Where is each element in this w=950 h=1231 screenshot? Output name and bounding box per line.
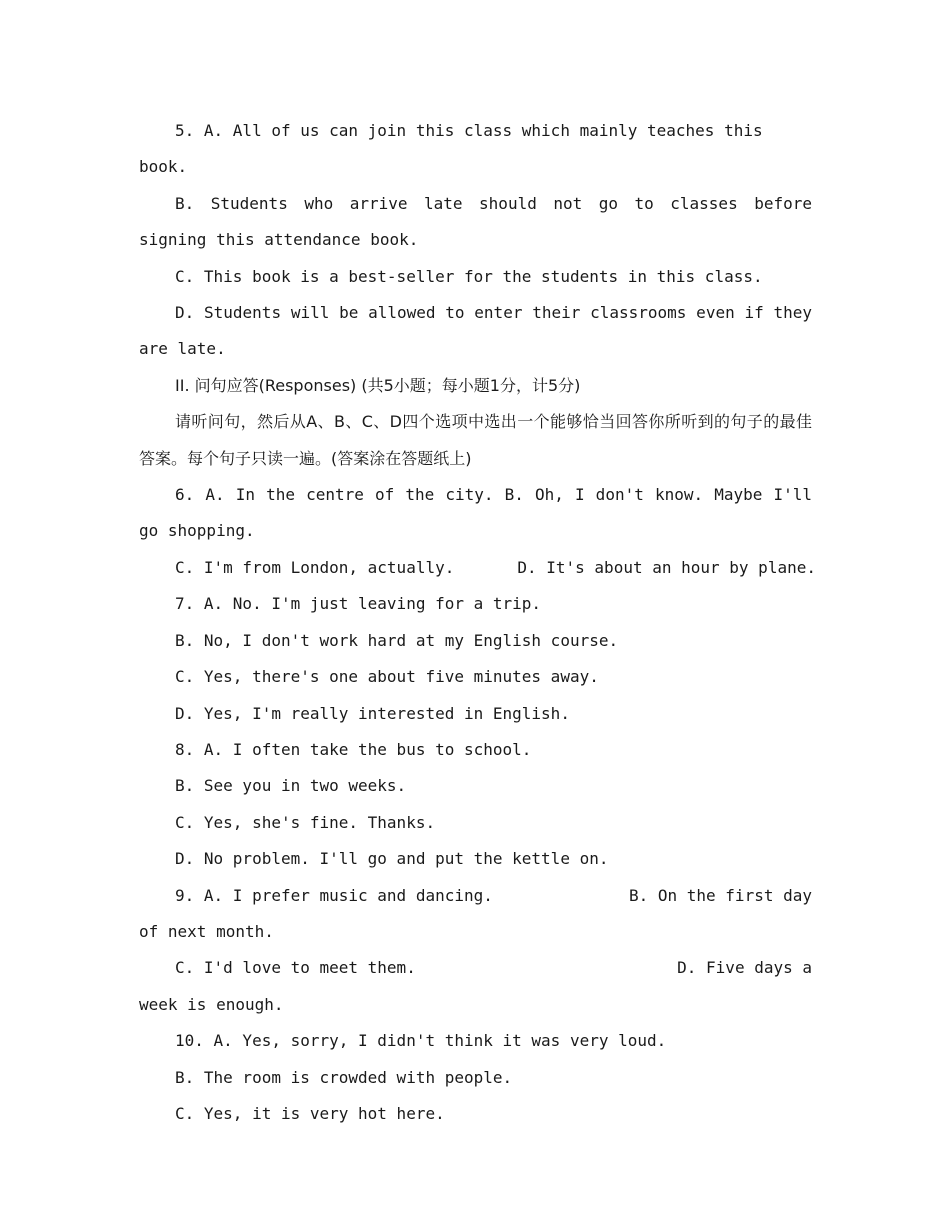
q7-option-b: B. No, I don't work hard at my English course. — [175, 630, 619, 650]
q6-options-a-b: 6. A. In the centre of the city. B. Oh, I don't know. Maybe I'll go shopping. — [139, 485, 822, 541]
q5-option-a: 5. A. All of us can join this class which mainly teaches this book. — [139, 121, 773, 177]
q7-option-c: C. Yes, there's one about five minutes away. — [175, 667, 599, 687]
q7-option-a: 7. A. No. I'm just leaving for a trip. — [175, 594, 542, 614]
q6-option-d: D. It's about an hour by plane. — [517, 557, 816, 577]
q5-option-b: B. Students who arrive late should not go to classes before signing this attendance book. — [139, 193, 822, 250]
q5-option-d: D. Students will be allowed to enter their classrooms even if they are late. — [139, 303, 822, 359]
q8-option-d: D. No problem. I'll go and put the kettle on. — [175, 849, 609, 869]
q10-option-a: 10. A. Yes, sorry, I didn't think it was very loud. — [175, 1031, 667, 1051]
q9-options-c-d — [139, 950, 812, 986]
q9-option-d-start: D. Five days a — [677, 958, 812, 978]
q10-option-b: B. The room is crowded with people. — [175, 1067, 513, 1087]
section-2-heading: II. 问句应答(Responses) (共5小题；每小题1分，计5分) — [175, 375, 581, 395]
q9-option-b-start: B. On the first day — [628, 885, 812, 905]
q7-option-d: D. Yes, I'm really interested in English. — [175, 703, 570, 723]
q9-option-a: 9. A. I prefer music and dancing. — [175, 885, 493, 905]
q8-option-a: 8. A. I often take the bus to school. — [175, 739, 532, 759]
q9-options-a-b — [139, 878, 812, 914]
q5-option-c: C. This book is a best-seller for the students in this class. — [175, 266, 763, 286]
q8-option-c: C. Yes, she's fine. Thanks. — [175, 812, 436, 832]
q9-option-b-end: of next month. — [139, 921, 274, 941]
q6-option-c: C. I'm from London, actually. — [175, 557, 455, 577]
document-body — [139, 113, 822, 1132]
q9-option-c: C. I'd love to meet them. — [175, 958, 416, 978]
q9-option-d-end: week is enough. — [139, 994, 284, 1014]
q6-options-c-d — [139, 550, 816, 586]
section-2-instructions: 请听问句，然后从A、B、C、D四个选项中选出一个能够恰当回答你所听到的句子的最佳答案。每个句子只读一遍。(答案涂在答题纸上) — [139, 412, 812, 468]
q8-option-b: B. See you in two weeks. — [175, 776, 407, 796]
q10-option-c: C. Yes, it is very hot here. — [175, 1103, 445, 1123]
